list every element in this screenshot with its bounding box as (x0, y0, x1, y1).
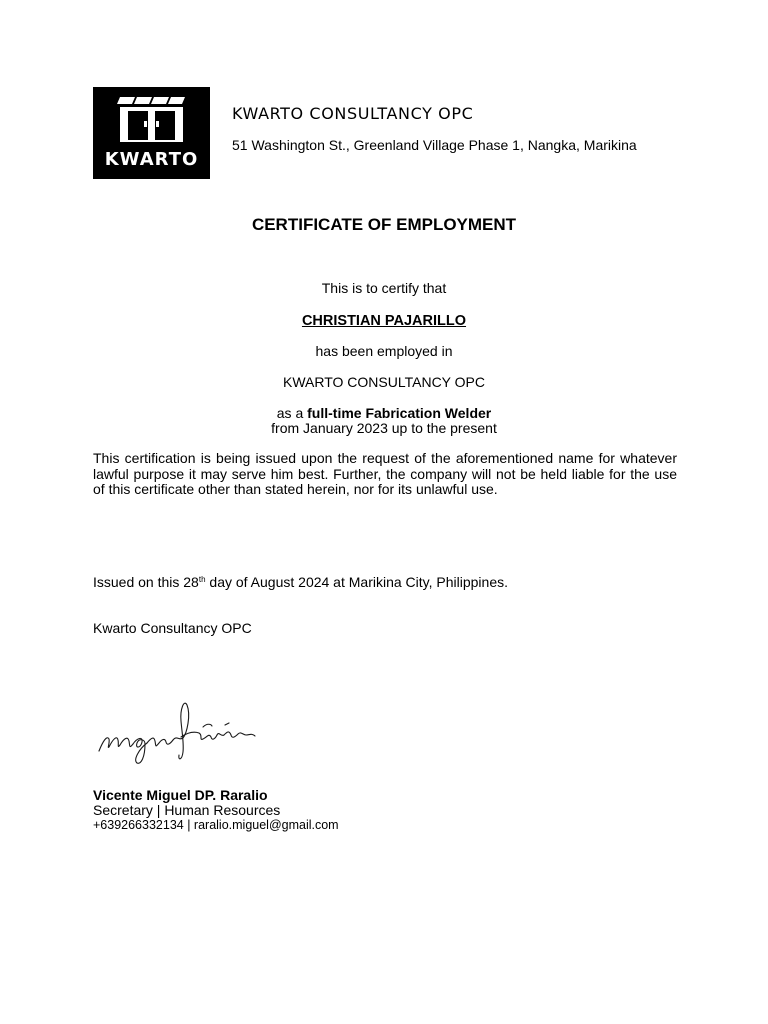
employer-name: KWARTO CONSULTANCY OPC (283, 374, 485, 390)
signatory-name: Vicente Miguel DP. Raralio (93, 787, 268, 803)
letterhead-address: 51 Washington St., Greenland Village Phase 1, Nangka, Marikina (232, 137, 637, 153)
employee-name-line (0, 312, 768, 329)
position-prefix: as a (276, 405, 308, 421)
logo-wordmark: KWARTO (104, 149, 199, 170)
signatory-contact: +639266332134 | raralio.miguel@gmail.com (93, 818, 339, 832)
issued-ordinal-suffix: th (198, 575, 206, 584)
issued-prefix: Issued on this 28 (93, 574, 199, 590)
handwritten-signature (95, 697, 265, 769)
signatory-title: Secretary | Human Resources (93, 802, 281, 818)
employee-name: CHRISTIAN PAJARILLO (301, 313, 467, 329)
issued-date-line (93, 574, 508, 590)
letterhead-company-name: KWARTO CONSULTANCY OPC (232, 104, 474, 123)
purpose-paragraph: This certification is being issued upon the request of the aforementioned name for whatever lawful purpose it may serve him best. Further, the company will not be held liable for the use of this certificate other than stated herein, nor for its unlawful use. (93, 450, 677, 498)
employed-in-text: has been employed in (315, 343, 453, 359)
employment-duration: from January 2023 up to the present (271, 420, 497, 436)
certify-intro: This is to certify that (321, 280, 447, 296)
position-title: full-time Fabrication Welder (307, 405, 492, 421)
company-signoff: Kwarto Consultancy OPC (93, 620, 252, 636)
company-logo (93, 87, 210, 179)
position-line (0, 405, 768, 421)
issued-rest: day of August 2024 at Marikina City, Philippines. (205, 574, 508, 590)
document-title: CERTIFICATE OF EMPLOYMENT (251, 215, 517, 234)
